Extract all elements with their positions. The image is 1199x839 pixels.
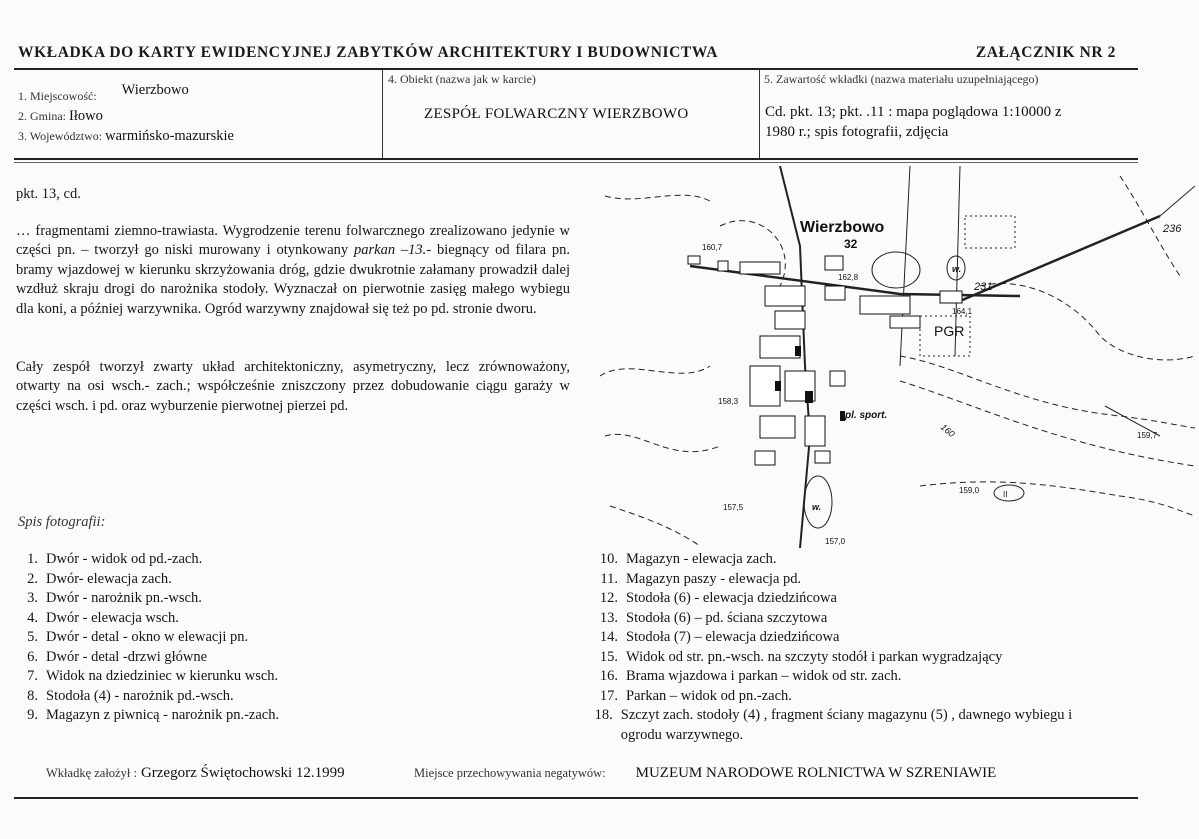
map-contour [600, 366, 710, 376]
photo-list-item [590, 706, 1090, 745]
map-pgr-label: PGR [934, 323, 965, 339]
attachment-label: ZAŁĄCZNIK NR 2 [975, 44, 1116, 61]
photo-description: Magazyn - elewacja zach. [626, 551, 777, 567]
field-box-rule [14, 158, 1138, 160]
photo-list-item [10, 648, 570, 668]
photo-list-item [10, 628, 570, 648]
photo-number: 10. [599, 551, 618, 567]
storage-row [414, 764, 996, 782]
photo-list-item [590, 589, 1090, 609]
photo-description: Szczyt zach. stodoły (4) , fragment ściany magazynu (5) , dawnego wybiegu i ogrodu warzywnego. [620, 707, 1073, 743]
photo-description: Magazyn paszy - elewacja pd. [626, 570, 802, 587]
photo-number: 7. [27, 668, 38, 684]
object-label: 4. Obiekt (nazwa jak w karcie) [388, 72, 536, 86]
photo-list-left [10, 550, 570, 726]
photo-description: Parkan – widok od pn.-zach. [626, 687, 792, 704]
parkan-reference: parkan –13.- [354, 242, 432, 259]
map-pond [872, 252, 920, 288]
map-elevation: 157,5 [723, 503, 744, 512]
voivodeship-label: 3. Województwo: [18, 129, 103, 143]
map-village-label: Wierzbowo [800, 219, 885, 236]
photo-description: Dwór- elewacja zach. [46, 570, 172, 587]
photos-heading: Spis fotografii: [18, 514, 106, 530]
photo-number: 6. [27, 648, 38, 665]
storage-label: Miejsce przechowywania negatywów: [414, 766, 606, 780]
map-contour [900, 356, 1195, 428]
content-value-line1: Cd. pkt. 13; pkt. .11 : mapa poglądowa 1:10000 z [765, 104, 1062, 120]
photo-description: Stodoła (7) – elewacja dziedzińcowa [626, 629, 840, 645]
header-rule [14, 68, 1138, 70]
footer-rule [14, 797, 1138, 799]
photo-number: 11. [600, 570, 618, 587]
map-elevation: 160,7 [702, 243, 723, 252]
photo-number: 2. [27, 570, 38, 587]
map-water-label: w. [952, 264, 962, 274]
photo-list-item [10, 589, 570, 609]
photo-description: Stodoła (6) - elewacja dziedzińcowa [626, 590, 837, 606]
photo-list-item [590, 609, 1090, 629]
founder-row [46, 764, 345, 782]
field-box-rule-thin [14, 162, 1138, 163]
content-value-line2: 1980 r.; spis fotografii, zdjęcia [765, 124, 949, 140]
map-elevation: 162,8 [838, 273, 859, 282]
commune-value: Iłowo [69, 108, 103, 124]
photo-description: Dwór - detal - okno w elewacji pn. [46, 629, 249, 645]
map-elevation: 159,7 [1137, 431, 1158, 440]
map-boundary [965, 216, 1015, 248]
locality-value: Wierzbowo [121, 82, 189, 98]
photo-number: 14. [599, 629, 618, 645]
map-road [900, 166, 910, 366]
map-sport-label: pl. sport. [845, 410, 888, 421]
photo-number: 18. [594, 707, 613, 723]
photo-number: 9. [27, 707, 38, 723]
photo-description: Magazyn z piwnicą - narożnik pn.-zach. [46, 707, 280, 723]
photo-number: 3. [27, 590, 38, 606]
photo-number: 4. [27, 609, 38, 626]
photo-description: Brama wjazdowa i parkan – widok od str. zach. [626, 668, 902, 684]
photo-list-item [590, 570, 1090, 590]
photo-list-item [590, 648, 1090, 668]
map-roman-label: II [1003, 490, 1008, 499]
photo-description: Dwór - widok od pd.-zach. [46, 551, 203, 567]
photo-list-item [590, 667, 1090, 687]
photo-list-item [590, 550, 1090, 570]
photo-number: 17. [599, 687, 618, 704]
site-map [600, 166, 1195, 548]
map-contour [605, 195, 710, 201]
locality-label: 1. Miejscowość: [18, 89, 97, 103]
map-elevation: 159,0 [959, 486, 980, 495]
map-contour [610, 506, 700, 546]
map-road-number: 236 [1163, 223, 1182, 235]
photo-list-item [10, 687, 570, 707]
photo-number: 1. [27, 551, 38, 567]
field-divider [382, 70, 383, 158]
photo-number: 12. [599, 590, 618, 606]
photo-number: 8. [27, 687, 38, 704]
field-divider [759, 70, 760, 158]
locality-row [18, 82, 189, 105]
map-sign [994, 485, 1024, 501]
photo-description: Dwór - elewacja wsch. [46, 609, 179, 626]
photo-description: Widok na dziedziniec w kierunku wsch. [46, 668, 279, 684]
photo-list-item [590, 687, 1090, 707]
photo-description: Dwór - narożnik pn.-wsch. [46, 590, 202, 606]
paragraph-1-part-1: … fragmentami ziemno-trawiasta. Wygrodzenie terenu folwarcznego zrealizowano jedynie w części pn. – tworzył go niski murowany i otynkowany [16, 223, 570, 259]
voivodeship-row [18, 128, 234, 145]
map-contour [605, 434, 720, 451]
photo-number: 5. [27, 629, 38, 645]
photo-list-item [10, 570, 570, 590]
map-contour-label: 160 [938, 421, 957, 440]
photo-number: 13. [599, 609, 618, 626]
commune-row [18, 108, 103, 125]
photo-number: 16. [599, 668, 618, 684]
photo-description: Widok od str. pn.-wsch. na szczyty stodół i parkan wygradzający [626, 648, 1003, 665]
storage-value: MUZEUM NARODOWE ROLNICTWA W SZRENIAWIE [635, 765, 997, 781]
paragraph-2: Cały zespół tworzył zwarty układ architektoniczny, asymetryczny, lecz zrównoważony, otwarty na osi wsch.- zach.; współcześnie zniszczony przez dobudowanie ciągu garaży w części wsch. i pd. oraz wyburzenie pierwotnej pierzei pd. [16, 359, 570, 414]
photo-description: Stodoła (4) - narożnik pd.-wsch. [46, 687, 234, 704]
founder-value: Grzegorz Świętochowski 12.1999 [140, 765, 345, 781]
photo-list-item [590, 628, 1090, 648]
voivodeship-value: warmińsko-mazurskie [105, 128, 234, 144]
map-road [1160, 186, 1195, 216]
paragraph-1-part-2: biegnący od filara pn. bramy wjazdowej w kierunku skrzyżowania dróg, gdzie dwukrotnie załamany prowadził dalej wzdłuż skraju drogi do narożnika stodoły. Wyznaczał on pierwotnie zasięg małego wybiegu dla koni, a później warzywnika. Ogród warzywny znajdował się też po pd. stronie dworu. [16, 242, 571, 317]
content-label: 5. Zawartość wkładki (nazwa materiału uzupełniającego) [764, 72, 1039, 86]
map-water-label: w. [812, 502, 822, 512]
map-village-number: 32 [844, 237, 858, 251]
page-title: WKŁADKA DO KARTY EWIDENCYJNEJ ZABYTKÓW ARCHITEKTURY I BUDOWNICTWA [18, 44, 719, 61]
photo-list-item [10, 667, 570, 687]
section-ref: pkt. 13, cd. [16, 186, 81, 202]
map-elevation: 164,1 [952, 307, 973, 316]
photo-number: 15. [599, 648, 618, 665]
photo-description: Dwór - detal -drzwi główne [46, 648, 208, 665]
founder-label: Wkładkę założył : [46, 766, 137, 780]
photo-list-item [10, 706, 570, 726]
object-value: ZESPÓŁ FOLWARCZNY WIERZBOWO [424, 106, 689, 122]
paragraph-1 [16, 222, 570, 319]
photo-list-item [10, 550, 570, 570]
map-elevation: 158,3 [718, 397, 739, 406]
commune-label: 2. Gmina: [18, 109, 66, 123]
photo-list-item [10, 609, 570, 629]
map-elevation: 157,0 [825, 537, 846, 546]
photo-description: Stodoła (6) – pd. ściana szczytowa [626, 609, 828, 626]
photo-list-right [590, 550, 1090, 745]
map-road-number: 231 [974, 281, 993, 293]
